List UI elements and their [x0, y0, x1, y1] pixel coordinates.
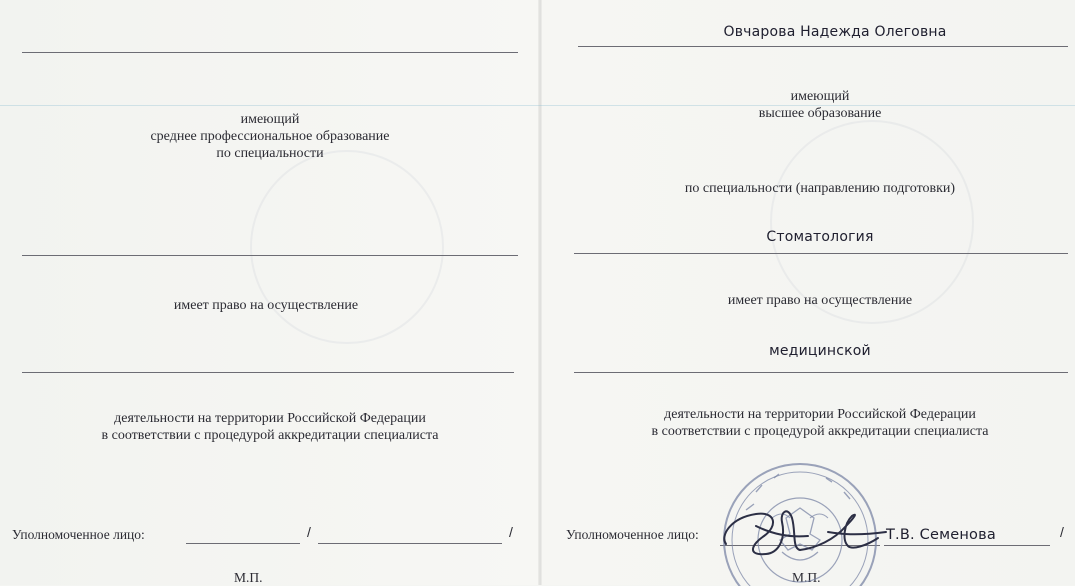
handwritten-signature-icon: [716, 496, 891, 566]
right-label: имеет право на осуществление: [727, 293, 913, 308]
name-line: [578, 46, 1068, 47]
signer-name: Т.В. Семенова: [886, 527, 996, 543]
specialty-line: [574, 253, 1068, 254]
activity-text-2: в соответствии с процедурой аккредитации специалиста: [651, 424, 989, 439]
activity-text-2: в соответствии с процедурой аккредитации специалиста: [101, 428, 439, 443]
seal-place-label: М.П.: [792, 570, 821, 585]
specialty-label: по специальности: [216, 146, 324, 161]
slash: /: [1060, 524, 1064, 540]
slash: /: [509, 524, 513, 540]
authorized-person-label: Уполномоченное лицо:: [12, 527, 145, 542]
education-label: высшее образование: [758, 106, 882, 121]
activity-value: медицинской: [769, 343, 871, 359]
activity-line: [22, 372, 514, 373]
activity-text-1: деятельности на территории Российской Федерации: [664, 407, 976, 422]
page-spine: [538, 0, 542, 585]
slash: /: [307, 524, 311, 540]
name-line: [22, 52, 518, 53]
signer-line: [884, 545, 1050, 546]
right-label: имеет право на осуществление: [173, 298, 359, 313]
seal-place-label: М.П.: [234, 570, 263, 585]
having-label: имеющий: [240, 112, 300, 127]
holder-name: Овчарова Надежда Олеговна: [723, 24, 947, 40]
specialty-value: Стоматология: [766, 229, 874, 245]
having-label: имеющий: [790, 89, 850, 104]
signer-line: [318, 543, 502, 544]
ghost-emblem: [250, 150, 444, 344]
authorized-person-label: Уполномоченное лицо:: [566, 527, 699, 542]
signature-line: [186, 543, 300, 544]
education-label: среднее профессиональное образование: [150, 129, 390, 144]
activity-text-1: деятельности на территории Российской Федерации: [114, 411, 426, 426]
specialty-line: [22, 255, 518, 256]
specialty-label: по специальности (направлению подготовки): [684, 181, 956, 196]
activity-line: [574, 372, 1068, 373]
